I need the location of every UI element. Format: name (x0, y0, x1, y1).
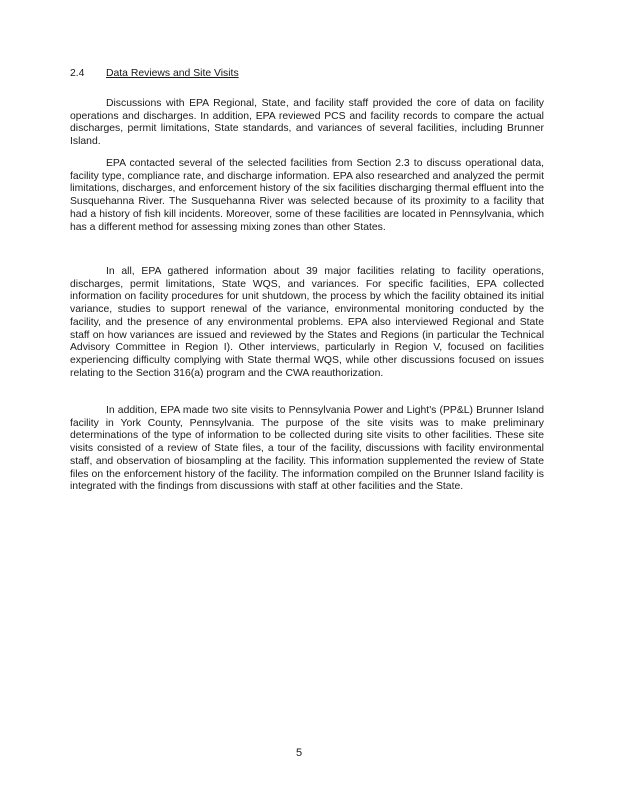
section-title: Data Reviews and Site Visits (106, 68, 239, 79)
section-heading (70, 67, 239, 80)
body-paragraph: In all, EPA gathered information about 39 major facilities relating to facility operations, discharges, permit limitations, State WQS, and variances. For specific facilities, EPA collected information on facility procedures for unit shutdown, the process by which the facility obtained its initial variance, studies to support renewal of the variance, environmental monitoring conducted by the facility, and the presence of any environmental problems. EPA also interviewed Regional and State staff on how variances are issued and reviewed by the States and Regions (in particular the Technical Advisory Committee in Region I). Other interviews, particularly in Region V, focused on facilities experiencing difficulty complying with State thermal WQS, while other discussions focused on issues relating to the Section 316(a) program and the CWA reauthorization. (70, 266, 544, 379)
section-number: 2.4 (70, 68, 85, 79)
body-paragraph: In addition, EPA made two site visits to Pennsylvania Power and Light's (PP&L) Brunner Island facility in York County, Pennsylvania. The purpose of the site visits was to make preliminary determinations of the type of information to be collected during site visits to other facilities. These site visits consisted of a review of State files, a tour of the facility, discussions with facility environmental staff, and observation of biosampling at the facility. This information supplemented the review of State files on the enforcement history of the facility. The information compiled on the Brunner Island facility is integrated with the findings from discussions with staff at other facilities and the State. (70, 405, 544, 493)
body-paragraph: EPA contacted several of the selected facilities from Section 2.3 to discuss operational data, facility type, compliance rate, and discharge information. EPA also researched and analyzed the permit limitations, discharges, and enforcement history of the six facilities discharging thermal effluent into the Susquehanna River. The Susquehanna River was selected because of its proximity to a facility that had a history of fish kill incidents. Moreover, some of these facilities are located in Pennsylvania, which has a different method for assessing mixing zones than other States. (70, 158, 544, 233)
body-paragraph: Discussions with EPA Regional, State, and facility staff provided the core of data on facility operations and discharges. In addition, EPA reviewed PCS and facility records to compare the actual discharges, permit limitations, State standards, and variances of several facilities, including Brunner Island. (70, 98, 544, 148)
page-number: 5 (295, 747, 303, 759)
